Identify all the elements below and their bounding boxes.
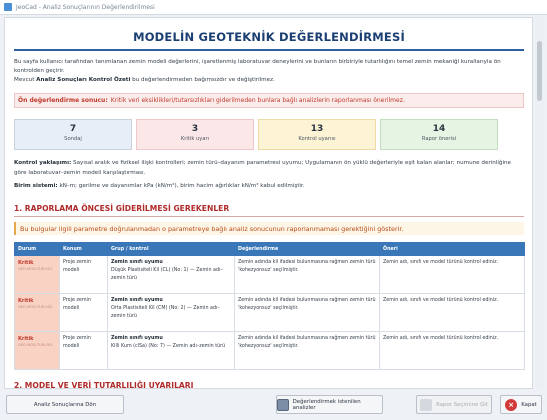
section-1 — [14, 204, 524, 370]
col-location: Konum — [60, 243, 108, 256]
document-icon — [420, 399, 432, 411]
section-1-warning: Bu bulgular ilgili parametre doğrulanmadan o parametreye bağlı analiz sonucunun raporlanmaması gerektiğini gösterir. — [14, 222, 524, 235]
table-row — [15, 256, 525, 294]
status-cell: Kritik GEO-MOD-TUR-001 — [15, 256, 60, 294]
advice-cell: Zemin adı, sınıfı ve model türünü kontrol ediniz. — [380, 256, 525, 294]
intro-text-2: Mevcut Analiz Sonuçları Kontrol Özeti bu değerlendirmeden bağımsızdır ve değiştirilmez. — [14, 77, 275, 83]
select-analyses-button[interactable]: Değerlendirmek istenilen analizler — [276, 395, 383, 414]
evaluation-cell: Zemin adında kil ifadesi bulunmasına rağmen zemin türü 'kohezyonsuz' seçilmiştir. — [235, 332, 380, 370]
group-cell: Zemin sınıfı uyumu Düşük Plastisiteli Kil (CL) (No: 1) — Zemin adı–zemin türü — [108, 256, 235, 294]
units-note: Birim sistemi: kN–m; gerilme ve dayanımlar kPa (kN/m²), birim hacim ağırlıklar kN/m³ kabul edilmiştir. — [14, 183, 305, 189]
evaluation-cell: Zemin adında kil ifadesi bulunmasına rağmen zemin türü 'kohezyonsuz' seçilmiştir. — [235, 256, 380, 294]
critical-issues-table — [14, 242, 525, 370]
preliminary-result-box — [14, 93, 524, 108]
status-cell: Kritik GEO-MOD-TUR-003 — [15, 332, 60, 370]
vertical-scrollbar[interactable] — [535, 17, 544, 389]
table-header-row — [15, 243, 525, 256]
back-to-results-button[interactable]: Analiz Sonuçlarına Dön — [6, 395, 124, 414]
evaluation-cell: Zemin adında kil ifadesi bulunmasına rağmen zemin türü 'kohezyonsuz' seçilmiştir. — [235, 294, 380, 332]
col-status: Durum — [15, 243, 60, 256]
intro-text-1: Bu sayfa kullanıcı tarafından tanımlanan zemin modeli değerlerini, işaretlenmiş laboratuvar deneylerini ve bunların birbiriyle tutarlılığını temel zemin mekaniği kurallarıyla ön kontrolden geçirir. — [14, 59, 501, 74]
table-row — [15, 294, 525, 332]
summary-reference: Analiz Sonuçları Kontrol Özeti — [36, 77, 131, 83]
section-1-divider — [14, 216, 524, 217]
stat-report-suggestions: 14 Rapor önerisi — [380, 119, 498, 150]
preliminary-result-label: Ön değerlendirme sonucu: — [18, 97, 108, 104]
notes — [14, 158, 524, 191]
status-cell: Kritik GEO-MOD-TUR-002 — [15, 294, 60, 332]
preliminary-result-text: Kritik veri eksiklikleri/tutarsızlıkları giderilmeden bunlara bağlı analizlerin raporlanması önerilmez. — [110, 97, 405, 104]
footer-bar — [0, 392, 547, 420]
go-to-report-selection-button[interactable]: Rapor Seçimine Git — [416, 395, 492, 414]
location-cell: Proje zemin modeli — [60, 294, 108, 332]
location-cell: Proje zemin modeli — [60, 256, 108, 294]
close-button[interactable]: × Kapat — [500, 395, 542, 414]
page-title: MODELİN GEOTEKNİK DEĞERLENDİRMESİ — [133, 30, 405, 44]
approach-note: Kontrol yaklaşımı: Sayısal aralık ve fiziksel ilişki kontrolleri; zemin türü–dayanım parametresi uyumu; Uygulamanın ön yüklü değerleriyle eşit kalan alanlar; numune derinliğine göre laboratuvar–zemin modeli karşılaştırması. — [14, 160, 511, 176]
section-1-title: 1. RAPORLAMA ÖNCESİ GİDERİLMESİ GEREKENLER — [14, 204, 230, 213]
title-bar — [0, 0, 547, 15]
stat-check-warnings: 13 Kontrol uyarısı — [258, 119, 376, 150]
col-advice: Öneri — [380, 243, 525, 256]
report-panel — [4, 17, 533, 389]
section-2-title: 2. MODEL VE VERİ TUTARLILIĞI UYARILARI — [14, 381, 194, 389]
stat-critical-warnings: 3 Kritik uyarı — [136, 119, 254, 150]
window-title: JeoCad - Analiz Sonuçlarının Değerlendirilmesi — [16, 3, 155, 11]
group-cell: Zemin sınıfı uyumu Orta Plastisiteli Kil (CM) (No: 2) — Zemin adı–zemin türü — [108, 294, 235, 332]
stats-row — [14, 119, 524, 150]
advice-cell: Zemin adı, sınıfı ve model türünü kontrol ediniz. — [380, 294, 525, 332]
title-divider — [14, 49, 524, 51]
scrollbar-thumb[interactable] — [537, 41, 542, 101]
col-evaluation: Değerlendirme — [235, 243, 380, 256]
table-row — [15, 332, 525, 370]
section-2 — [14, 381, 524, 389]
report-body — [14, 30, 524, 389]
analysis-icon — [277, 399, 289, 411]
close-icon: × — [505, 399, 517, 411]
advice-cell: Zemin adı, sınıfı ve model türünü kontrol ediniz. — [380, 332, 525, 370]
group-cell: Zemin sınıfı uyumu Killi Kum (clSa) (No: 7) — Zemin adı–zemin türü — [108, 332, 235, 370]
location-cell: Proje zemin modeli — [60, 332, 108, 370]
stat-boreholes: 7 Sondaj — [14, 119, 132, 150]
col-group: Grup / kontrol — [108, 243, 235, 256]
app-icon — [4, 3, 12, 11]
